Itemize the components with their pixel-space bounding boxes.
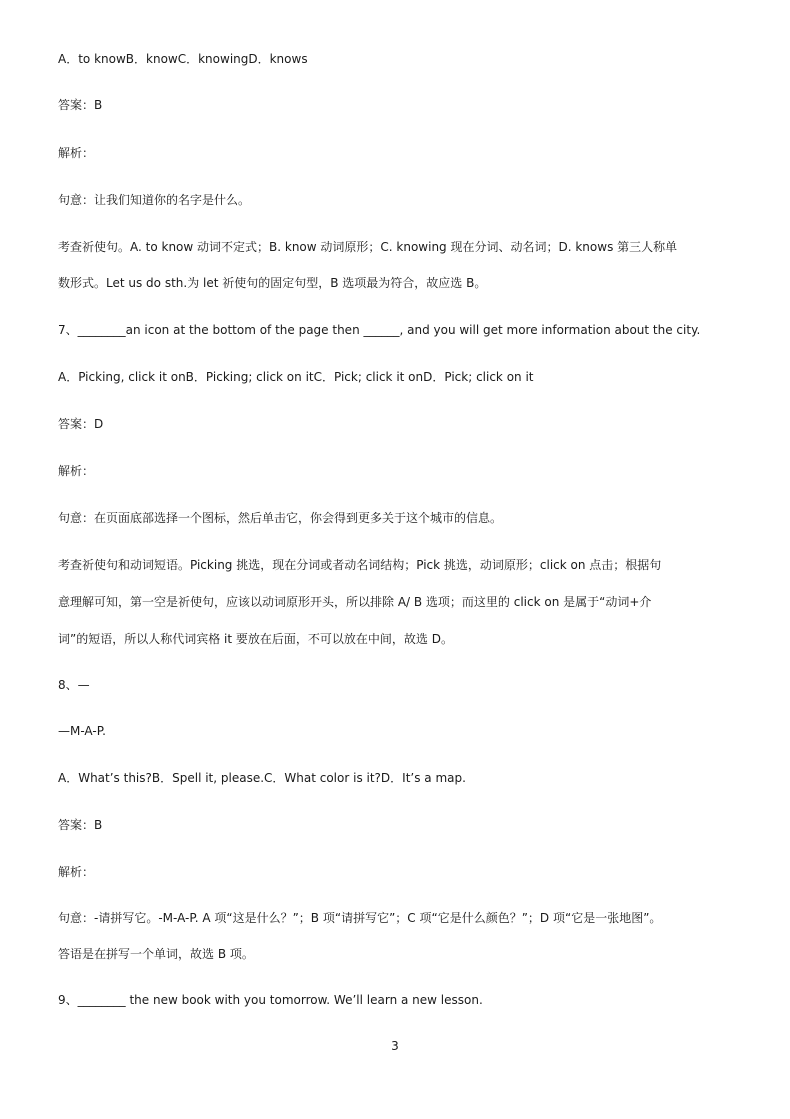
q6-options: A．to knowB．knowC．knowingD．knows (58, 52, 308, 66)
q8-analysis-label: 解析： (58, 865, 95, 879)
q8-options: A．What’s this?B．Spell it, please.C．What color is it?D．It’s a map. (58, 771, 466, 785)
q6-answer: 答案：B (58, 98, 103, 112)
q7-answer: 答案：D (58, 417, 104, 431)
q6-explanation-line2: 数形式。Let us do sth.为 let 祈使句的固定句型，B 选项最为符合，故应选 B。 (58, 276, 487, 290)
q8-explanation-line2: 答语是在拼写一个单词，故选 B 项。 (58, 947, 254, 961)
q7-explanation-line2: 意理解可知，第一空是祈使句，应该以动词原形开头，所以排除 A/ B 选项；而这里的 click on 是属于“动词+介 (58, 595, 652, 609)
q7-explanation-line1: 考查祈使句和动词短语。Picking 挑选，现在分词或者动名词结构；Pick 挑选，动词原形；click on 点击；根据句 (58, 558, 662, 572)
q8-dialog: —M-A-P. (58, 724, 106, 738)
q7-analysis-label: 解析： (58, 464, 95, 478)
q8-answer: 答案：B (58, 818, 103, 832)
q7-options: A．Picking, click it onB．Picking; click on itC．Pick; click it onD．Pick; click on it (58, 370, 534, 384)
q6-meaning: 句意：让我们知道你的名字是什么。 (58, 193, 251, 207)
q9-question: 9、________ the new book with you tomorrow. We’ll learn a new lesson. (58, 993, 483, 1007)
page-number: 3 (391, 1039, 399, 1053)
q6-explanation-line1: 考查祈使句。A. to know 动词不定式；B. know 动词原形；C. knowing 现在分词、动名词；D. knows 第三人称单 (58, 240, 678, 254)
q7-meaning: 句意：在页面底部选择一个图标，然后单击它，你会得到更多关于这个城市的信息。 (58, 511, 503, 525)
q7-question: 7、________an icon at the bottom of the page then ______, and you will get more information about the city. (58, 323, 701, 337)
q8-question: 8、— (58, 678, 90, 692)
q6-analysis-label: 解析： (58, 146, 95, 160)
q7-explanation-line3: 词”的短语，所以人称代词宾格 it 要放在后面，不可以放在中间，故选 D。 (58, 632, 453, 646)
q8-explanation-line1: 句意：-请拼写它。-M-A-P. A 项“这是什么？”；B 项“请拼写它”；C 项“它是什么颜色？”；D 项“它是一张地图”。 (58, 911, 662, 925)
